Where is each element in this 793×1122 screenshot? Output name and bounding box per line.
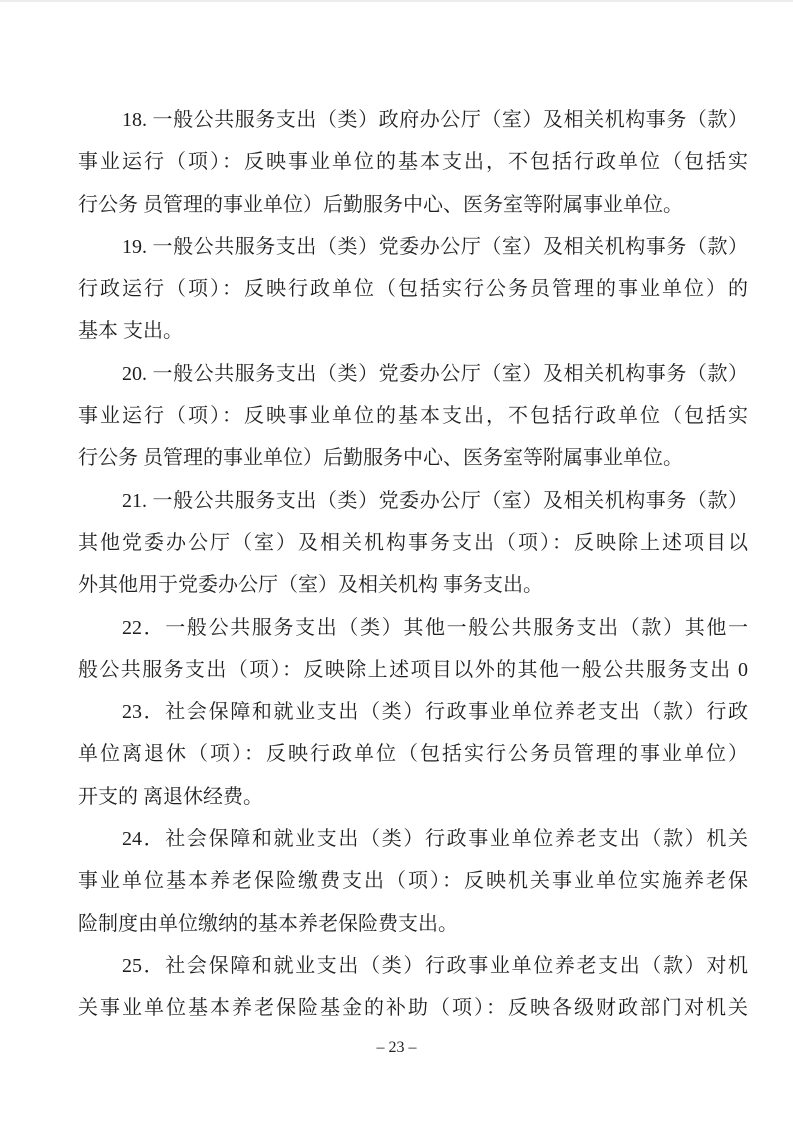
text-line: 22．一般公共服务支出（类）其他一般公共服务支出（款）其他一	[122, 616, 748, 639]
text-line: 单位离退休（项）：反映行政单位（包括实行公务员管理的事业单位）	[78, 743, 748, 766]
text-line: 行政运行（项）：反映行政单位（包括实行公务员管理的事业单位）的	[78, 278, 748, 301]
paragraph-20	[78, 353, 748, 480]
paragraph-23	[78, 691, 748, 818]
paragraph-22	[78, 607, 748, 692]
text-line: 开支的 离退休经费。	[78, 785, 263, 808]
text-line: 事业运行（项）：反映事业单位的基本支出，不包括行政单位（包括实	[78, 151, 748, 174]
paragraph-18	[78, 99, 748, 226]
text-line: 外其他用于党委办公厅（室）及相关机构 事务支出。	[78, 574, 543, 597]
text-line: 24．社会保障和就业支出（类）行政事业单位养老支出（款）机关	[122, 828, 748, 851]
document-body	[78, 99, 748, 1030]
paragraph-24	[78, 818, 748, 945]
paragraph-25	[78, 945, 748, 1030]
text-line: 其他党委办公厅（室）及相关机构事务支出（项）：反映除上述项目以	[78, 531, 748, 554]
text-line: 23．社会保障和就业支出（类）行政事业单位养老支出（款）行政	[122, 701, 748, 724]
text-line: 20. 一般公共服务支出（类）党委办公厅（室）及相关机构事务（款）	[122, 362, 748, 385]
text-line: 险制度由单位缴纳的基本养老保险费支出。	[78, 912, 458, 935]
text-line: 行公务 员管理的事业单位）后勤服务中心、医务室等附属事业单位。	[78, 447, 683, 470]
page-number: – 23 –	[376, 1039, 417, 1056]
text-line: 般公共服务支出（项）：反映除上述项目以外的其他一般公共服务支出 0	[78, 658, 748, 681]
text-line: 21. 一般公共服务支出（类）党委办公厅（室）及相关机构事务（款）	[122, 489, 748, 512]
text-line: 18. 一般公共服务支出（类）政府办公厅（室）及相关机构事务（款）	[122, 109, 748, 131]
text-line: 行公务 员管理的事业单位）后勤服务中心、医务室等附属事业单位。	[78, 193, 683, 216]
text-line: 事业运行（项）：反映事业单位的基本支出，不包括行政单位（包括实	[78, 405, 748, 428]
text-line: 19. 一般公共服务支出（类）党委办公厅（室）及相关机构事务（款）	[122, 235, 748, 258]
paragraph-21	[78, 480, 748, 607]
page-top-edge	[0, 0, 793, 2]
text-line: 事业单位基本养老保险缴费支出（项）：反映机关事业单位实施养老保	[78, 870, 748, 893]
text-line: 关事业单位基本养老保险基金的补助（项）：反映各级财政部门对机关	[78, 997, 748, 1020]
text-line: 基本 支出。	[78, 320, 183, 343]
text-line: 25．社会保障和就业支出（类）行政事业单位养老支出（款）对机	[122, 954, 748, 977]
paragraph-19	[78, 226, 748, 353]
